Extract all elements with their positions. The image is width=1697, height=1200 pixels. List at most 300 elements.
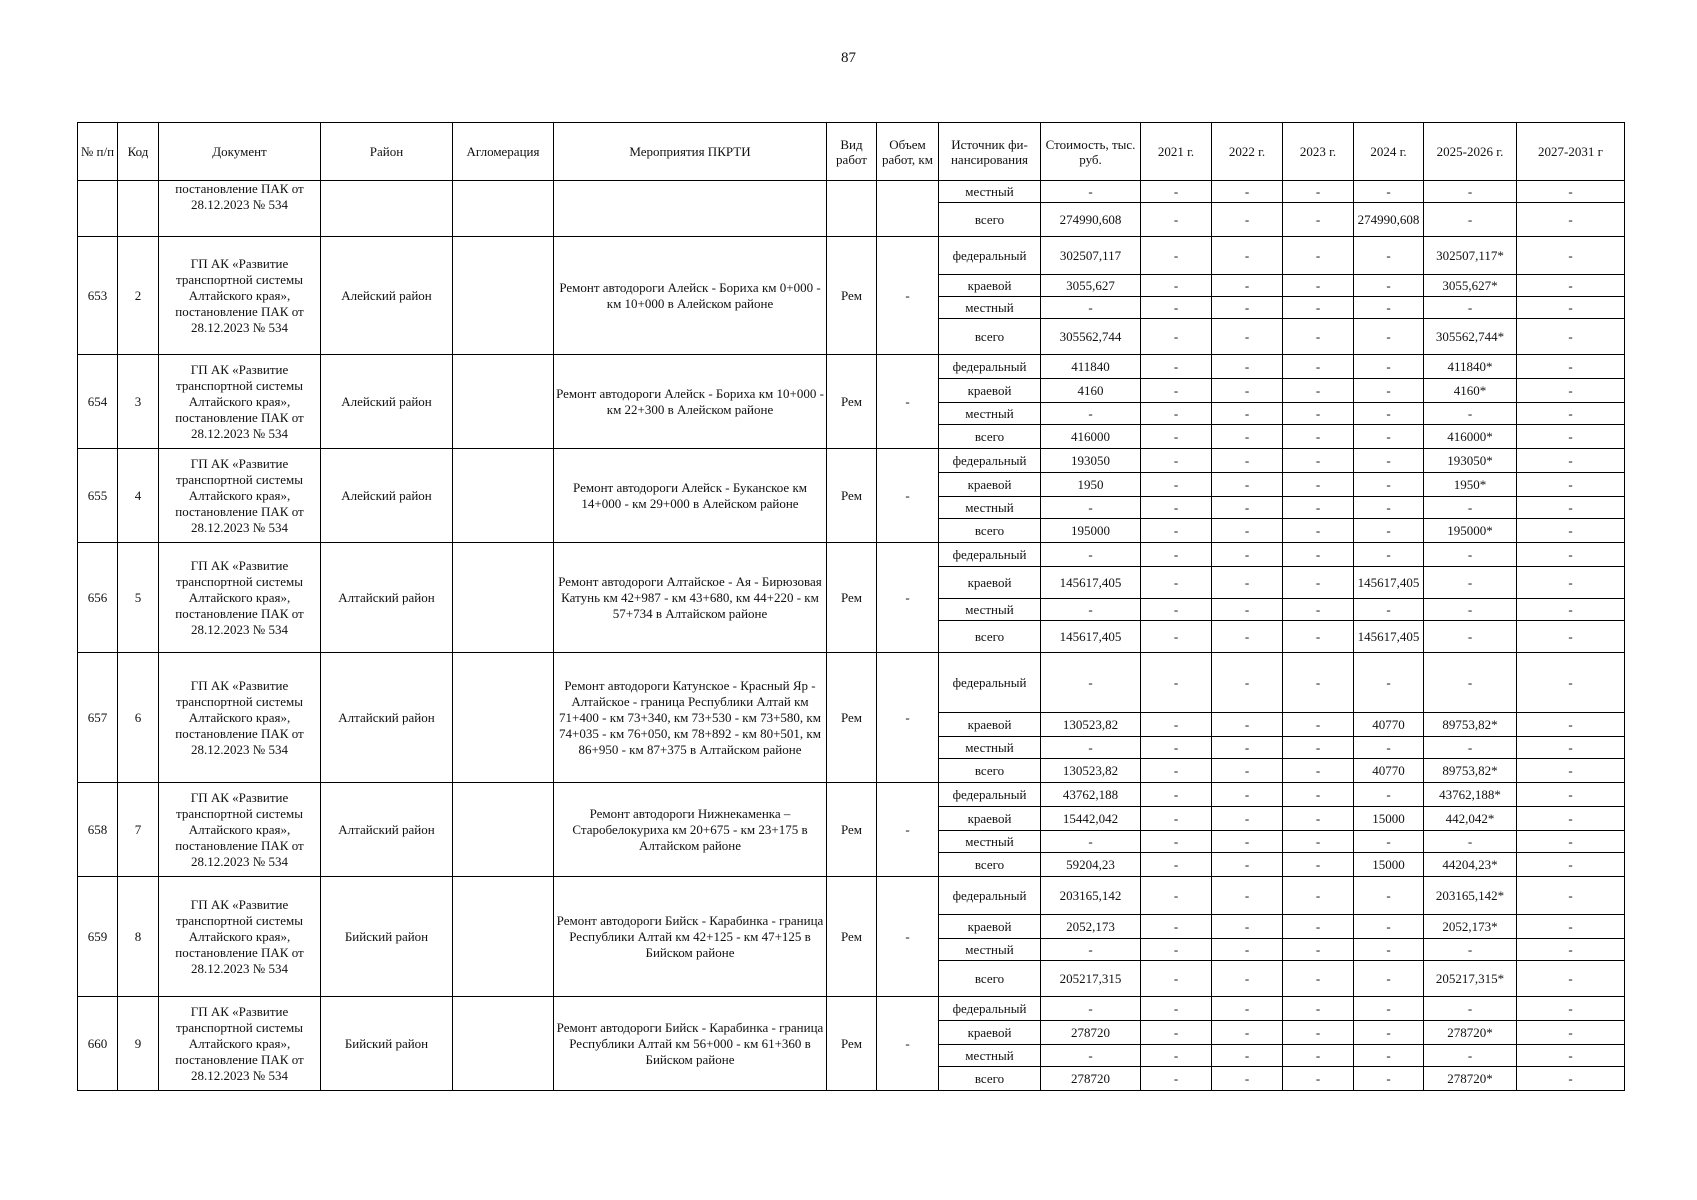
source-cell: местный [939, 403, 1041, 425]
y2023-cell: - [1283, 713, 1354, 737]
y2027-2031-cell: - [1517, 759, 1625, 783]
agglomeration-cell [453, 997, 554, 1091]
y2027-2031-cell: - [1517, 713, 1625, 737]
y2024-cell: - [1354, 915, 1424, 939]
source-cell: краевой [939, 567, 1041, 599]
source-cell: федеральный [939, 653, 1041, 713]
agglomeration-cell [453, 783, 554, 877]
y2024-cell: - [1354, 473, 1424, 497]
document-cell: ГП АК «Развитие транспортной системы Алтайского края», постановление ПАК от 28.12.2023 № 534 [159, 543, 321, 653]
y2024-cell: - [1354, 449, 1424, 473]
cost-cell: 145617,405 [1041, 621, 1141, 653]
y2023-cell: - [1283, 319, 1354, 355]
y2022-cell: - [1212, 807, 1283, 831]
y2023-cell: - [1283, 237, 1354, 275]
y2025-2026-cell: 3055,627* [1424, 275, 1517, 297]
source-cell: федеральный [939, 543, 1041, 567]
cost-cell: - [1041, 1045, 1141, 1067]
y2025-2026-cell: 1950* [1424, 473, 1517, 497]
y2021-cell: - [1141, 567, 1212, 599]
y2025-2026-cell: - [1424, 737, 1517, 759]
y2024-cell: - [1354, 961, 1424, 997]
cost-cell: 3055,627 [1041, 275, 1141, 297]
y2025-2026-cell: 411840* [1424, 355, 1517, 379]
y2024-cell: - [1354, 997, 1424, 1021]
event-cell: Ремонт автодороги Бийск - Карабинка - граница Республики Алтай км 56+000 - км 61+360 в Бийском районе [554, 997, 827, 1091]
source-cell: федеральный [939, 355, 1041, 379]
y2021-cell: - [1141, 621, 1212, 653]
table-row [78, 355, 1625, 379]
y2024-cell: - [1354, 497, 1424, 519]
source-cell: федеральный [939, 783, 1041, 807]
y2027-2031-cell: - [1517, 319, 1625, 355]
table-row [78, 877, 1625, 915]
y2024-cell: - [1354, 297, 1424, 319]
y2022-cell: - [1212, 621, 1283, 653]
cost-cell: - [1041, 543, 1141, 567]
event-cell: Ремонт автодороги Алейск - Бориха км 10+000 - км 22+300 в Алейском районе [554, 355, 827, 449]
y2027-2031-cell: - [1517, 567, 1625, 599]
y2025-2026-cell: - [1424, 181, 1517, 203]
y2024-cell: - [1354, 877, 1424, 915]
y2021-cell: - [1141, 737, 1212, 759]
cost-cell: 205217,315 [1041, 961, 1141, 997]
source-cell: всего [939, 1067, 1041, 1091]
y2025-2026-cell: 305562,744* [1424, 319, 1517, 355]
source-cell: всего [939, 853, 1041, 877]
cost-cell: - [1041, 599, 1141, 621]
y2021-cell: - [1141, 997, 1212, 1021]
y2023-cell: - [1283, 297, 1354, 319]
cost-cell: 195000 [1041, 519, 1141, 543]
y2021-cell: - [1141, 877, 1212, 915]
document-cell: ГП АК «Развитие транспортной системы Алтайского края», постановление ПАК от 28.12.2023 № 534 [159, 997, 321, 1091]
num-cell: 655 [78, 449, 118, 543]
y2021-cell: - [1141, 807, 1212, 831]
num-cell: 653 [78, 237, 118, 355]
cost-cell: 203165,142 [1041, 877, 1141, 915]
y2027-2031-cell: - [1517, 939, 1625, 961]
y2027-2031-cell: - [1517, 473, 1625, 497]
y2022-cell: - [1212, 403, 1283, 425]
y2022-cell: - [1212, 355, 1283, 379]
y2025-2026-cell: - [1424, 939, 1517, 961]
y2023-cell: - [1283, 915, 1354, 939]
header-num: № п/п [78, 123, 118, 181]
y2023-cell: - [1283, 877, 1354, 915]
cost-cell: 278720 [1041, 1021, 1141, 1045]
cost-cell: - [1041, 831, 1141, 853]
source-cell: местный [939, 737, 1041, 759]
y2027-2031-cell: - [1517, 737, 1625, 759]
agglomeration-cell [453, 181, 554, 237]
y2021-cell: - [1141, 403, 1212, 425]
work-type-cell: Рем [827, 237, 877, 355]
y2027-2031-cell: - [1517, 831, 1625, 853]
y2027-2031-cell: - [1517, 297, 1625, 319]
y2027-2031-cell: - [1517, 621, 1625, 653]
cost-cell: 2052,173 [1041, 915, 1141, 939]
y2027-2031-cell: - [1517, 181, 1625, 203]
cost-cell: - [1041, 297, 1141, 319]
y2022-cell: - [1212, 853, 1283, 877]
volume-cell [877, 181, 939, 237]
y2021-cell: - [1141, 543, 1212, 567]
work-type-cell: Рем [827, 783, 877, 877]
event-cell: Ремонт автодороги Катунское - Красный Яр - Алтайское - граница Республики Алтай км 71+400 - км 73+340, км 73+530 - км 73+580, км 74+035 - км 76+050, км 78+892 - км 80+501, км 86+950 - км 87+375 в Алтайском районе [554, 653, 827, 783]
y2024-cell: - [1354, 519, 1424, 543]
y2027-2031-cell: - [1517, 877, 1625, 915]
cost-cell: 43762,188 [1041, 783, 1141, 807]
source-cell: местный [939, 181, 1041, 203]
cost-cell: 302507,117 [1041, 237, 1141, 275]
y2027-2031-cell: - [1517, 653, 1625, 713]
source-cell: федеральный [939, 877, 1041, 915]
y2025-2026-cell: - [1424, 203, 1517, 237]
y2021-cell: - [1141, 961, 1212, 997]
cost-cell: 305562,744 [1041, 319, 1141, 355]
y2022-cell: - [1212, 297, 1283, 319]
y2021-cell: - [1141, 473, 1212, 497]
y2022-cell: - [1212, 1045, 1283, 1067]
y2023-cell: - [1283, 497, 1354, 519]
y2023-cell: - [1283, 1021, 1354, 1045]
cost-cell: 278720 [1041, 1067, 1141, 1091]
source-cell: всего [939, 621, 1041, 653]
y2021-cell: - [1141, 939, 1212, 961]
y2025-2026-cell: 193050* [1424, 449, 1517, 473]
y2024-cell: - [1354, 831, 1424, 853]
work-type-cell: Рем [827, 877, 877, 997]
y2025-2026-cell: 416000* [1424, 425, 1517, 449]
y2023-cell: - [1283, 961, 1354, 997]
source-cell: всего [939, 425, 1041, 449]
source-cell: краевой [939, 915, 1041, 939]
source-cell: всего [939, 519, 1041, 543]
header-cost: Стоимость, тыс. руб. [1041, 123, 1141, 181]
y2021-cell: - [1141, 519, 1212, 543]
y2024-cell: - [1354, 379, 1424, 403]
y2025-2026-cell: - [1424, 599, 1517, 621]
y2023-cell: - [1283, 425, 1354, 449]
code-cell: 4 [118, 449, 159, 543]
y2025-2026-cell: 203165,142* [1424, 877, 1517, 915]
y2027-2031-cell: - [1517, 543, 1625, 567]
y2021-cell: - [1141, 181, 1212, 203]
document-cell: ГП АК «Развитие транспортной системы Алтайского края», постановление ПАК от 28.12.2023 № 534 [159, 449, 321, 543]
header-document: Документ [159, 123, 321, 181]
y2023-cell: - [1283, 567, 1354, 599]
y2022-cell: - [1212, 713, 1283, 737]
header-2025-2026: 2025-2026 г. [1424, 123, 1517, 181]
header-source: Источник фи-нансирования [939, 123, 1041, 181]
y2022-cell: - [1212, 379, 1283, 403]
cost-cell: 1950 [1041, 473, 1141, 497]
agglomeration-cell [453, 449, 554, 543]
district-cell: Алтайский район [321, 653, 453, 783]
y2022-cell: - [1212, 237, 1283, 275]
y2025-2026-cell: - [1424, 621, 1517, 653]
y2022-cell: - [1212, 759, 1283, 783]
y2027-2031-cell: - [1517, 203, 1625, 237]
code-cell: 8 [118, 877, 159, 997]
header-agglomeration: Агломерация [453, 123, 554, 181]
y2025-2026-cell: 89753,82* [1424, 713, 1517, 737]
y2027-2031-cell: - [1517, 379, 1625, 403]
code-cell: 9 [118, 997, 159, 1091]
district-cell: Алтайский район [321, 783, 453, 877]
document-cell: ГП АК «Развитие транспортной системы Алтайского края», постановление ПАК от 28.12.2023 № 534 [159, 653, 321, 783]
cost-cell: - [1041, 181, 1141, 203]
y2025-2026-cell: 278720* [1424, 1021, 1517, 1045]
code-cell: 3 [118, 355, 159, 449]
y2024-cell: - [1354, 599, 1424, 621]
y2025-2026-cell: - [1424, 653, 1517, 713]
document-cell: ГП АК «Развитие транспортной системы Алтайского края», постановление ПАК от 28.12.2023 № 534 [159, 237, 321, 355]
y2021-cell: - [1141, 319, 1212, 355]
agglomeration-cell [453, 877, 554, 997]
y2023-cell: - [1283, 997, 1354, 1021]
y2024-cell: - [1354, 319, 1424, 355]
road-repair-table [77, 122, 1625, 1091]
y2021-cell: - [1141, 783, 1212, 807]
cost-cell: - [1041, 653, 1141, 713]
num-cell: 654 [78, 355, 118, 449]
code-cell: 5 [118, 543, 159, 653]
y2027-2031-cell: - [1517, 237, 1625, 275]
y2024-cell: - [1354, 783, 1424, 807]
agglomeration-cell [453, 355, 554, 449]
y2021-cell: - [1141, 1067, 1212, 1091]
header-2022: 2022 г. [1212, 123, 1283, 181]
source-cell: местный [939, 1045, 1041, 1067]
y2027-2031-cell: - [1517, 961, 1625, 997]
header-row [78, 123, 1625, 181]
document-cell: ГП АК «Развитие транспортной системы Алтайского края», постановление ПАК от 28.12.2023 № 534 [159, 355, 321, 449]
y2024-cell: 15000 [1354, 853, 1424, 877]
y2023-cell: - [1283, 1067, 1354, 1091]
y2024-cell: - [1354, 237, 1424, 275]
y2027-2031-cell: - [1517, 449, 1625, 473]
y2027-2031-cell: - [1517, 275, 1625, 297]
y2025-2026-cell: 205217,315* [1424, 961, 1517, 997]
table-row [78, 997, 1625, 1021]
y2025-2026-cell: 302507,117* [1424, 237, 1517, 275]
cost-cell: 274990,608 [1041, 203, 1141, 237]
y2024-cell: 274990,608 [1354, 203, 1424, 237]
district-cell [321, 181, 453, 237]
y2022-cell: - [1212, 425, 1283, 449]
source-cell: федеральный [939, 237, 1041, 275]
cost-cell: 145617,405 [1041, 567, 1141, 599]
y2024-cell: - [1354, 181, 1424, 203]
cost-cell: - [1041, 497, 1141, 519]
y2022-cell: - [1212, 543, 1283, 567]
y2024-cell: - [1354, 653, 1424, 713]
y2022-cell: - [1212, 961, 1283, 997]
y2021-cell: - [1141, 1021, 1212, 1045]
cost-cell: 15442,042 [1041, 807, 1141, 831]
y2024-cell: - [1354, 543, 1424, 567]
y2022-cell: - [1212, 783, 1283, 807]
work-type-cell: Рем [827, 449, 877, 543]
source-cell: местный [939, 831, 1041, 853]
y2024-cell: - [1354, 403, 1424, 425]
y2022-cell: - [1212, 599, 1283, 621]
cost-cell: 130523,82 [1041, 713, 1141, 737]
district-cell: Алейский район [321, 449, 453, 543]
source-cell: краевой [939, 1021, 1041, 1045]
y2025-2026-cell: 89753,82* [1424, 759, 1517, 783]
num-cell [78, 181, 118, 237]
y2023-cell: - [1283, 599, 1354, 621]
y2023-cell: - [1283, 831, 1354, 853]
code-cell: 6 [118, 653, 159, 783]
y2025-2026-cell: 442,042* [1424, 807, 1517, 831]
y2027-2031-cell: - [1517, 1021, 1625, 1045]
source-cell: краевой [939, 713, 1041, 737]
volume-cell: - [877, 355, 939, 449]
volume-cell: - [877, 783, 939, 877]
source-cell: краевой [939, 807, 1041, 831]
y2027-2031-cell: - [1517, 997, 1625, 1021]
y2022-cell: - [1212, 997, 1283, 1021]
y2025-2026-cell: 195000* [1424, 519, 1517, 543]
document-cell: постановление ПАК от 28.12.2023 № 534 [159, 181, 321, 237]
code-cell [118, 181, 159, 237]
y2027-2031-cell: - [1517, 853, 1625, 877]
y2021-cell: - [1141, 759, 1212, 783]
y2027-2031-cell: - [1517, 1067, 1625, 1091]
y2022-cell: - [1212, 319, 1283, 355]
y2023-cell: - [1283, 181, 1354, 203]
volume-cell: - [877, 543, 939, 653]
y2021-cell: - [1141, 713, 1212, 737]
work-type-cell [827, 181, 877, 237]
district-cell: Бийский район [321, 997, 453, 1091]
y2025-2026-cell: - [1424, 403, 1517, 425]
y2024-cell: 40770 [1354, 713, 1424, 737]
y2023-cell: - [1283, 1045, 1354, 1067]
volume-cell: - [877, 653, 939, 783]
header-work-type: Вид работ [827, 123, 877, 181]
y2024-cell: - [1354, 737, 1424, 759]
table-row [78, 543, 1625, 567]
y2025-2026-cell: - [1424, 497, 1517, 519]
event-cell: Ремонт автодороги Нижнекаменка – Старобелокуриха км 20+675 - км 23+175 в Алтайском районе [554, 783, 827, 877]
district-cell: Алейский район [321, 355, 453, 449]
header-2021: 2021 г. [1141, 123, 1212, 181]
y2021-cell: - [1141, 297, 1212, 319]
agglomeration-cell [453, 653, 554, 783]
y2023-cell: - [1283, 449, 1354, 473]
y2022-cell: - [1212, 877, 1283, 915]
y2023-cell: - [1283, 473, 1354, 497]
y2022-cell: - [1212, 275, 1283, 297]
num-cell: 656 [78, 543, 118, 653]
source-cell: местный [939, 939, 1041, 961]
y2021-cell: - [1141, 831, 1212, 853]
y2024-cell: - [1354, 1045, 1424, 1067]
event-cell: Ремонт автодороги Алтайское - Ая - Бирюзовая Катунь км 42+987 - км 43+680, км 44+220 - км 57+734 в Алтайском районе [554, 543, 827, 653]
source-cell: федеральный [939, 997, 1041, 1021]
header-2024: 2024 г. [1354, 123, 1424, 181]
work-type-cell: Рем [827, 543, 877, 653]
y2027-2031-cell: - [1517, 915, 1625, 939]
y2023-cell: - [1283, 853, 1354, 877]
continuation-row [78, 181, 1625, 203]
y2023-cell: - [1283, 653, 1354, 713]
y2027-2031-cell: - [1517, 497, 1625, 519]
header-2027-2031: 2027-2031 г [1517, 123, 1625, 181]
y2024-cell: 145617,405 [1354, 621, 1424, 653]
y2021-cell: - [1141, 379, 1212, 403]
y2023-cell: - [1283, 379, 1354, 403]
header-event: Мероприятия ПКРТИ [554, 123, 827, 181]
event-cell [554, 181, 827, 237]
y2025-2026-cell: 44204,23* [1424, 853, 1517, 877]
source-cell: краевой [939, 275, 1041, 297]
source-cell: краевой [939, 473, 1041, 497]
y2021-cell: - [1141, 915, 1212, 939]
header-district: Район [321, 123, 453, 181]
y2023-cell: - [1283, 621, 1354, 653]
agglomeration-cell [453, 543, 554, 653]
y2021-cell: - [1141, 355, 1212, 379]
y2027-2031-cell: - [1517, 1045, 1625, 1067]
y2022-cell: - [1212, 1021, 1283, 1045]
cost-cell: 59204,23 [1041, 853, 1141, 877]
cost-cell: 416000 [1041, 425, 1141, 449]
y2023-cell: - [1283, 939, 1354, 961]
y2021-cell: - [1141, 497, 1212, 519]
y2022-cell: - [1212, 737, 1283, 759]
num-cell: 659 [78, 877, 118, 997]
cost-cell: - [1041, 403, 1141, 425]
y2022-cell: - [1212, 567, 1283, 599]
table-row [78, 237, 1625, 275]
cost-cell: - [1041, 939, 1141, 961]
source-cell: всего [939, 961, 1041, 997]
y2021-cell: - [1141, 275, 1212, 297]
y2027-2031-cell: - [1517, 807, 1625, 831]
num-cell: 660 [78, 997, 118, 1091]
y2027-2031-cell: - [1517, 783, 1625, 807]
y2027-2031-cell: - [1517, 403, 1625, 425]
y2022-cell: - [1212, 519, 1283, 543]
y2022-cell: - [1212, 181, 1283, 203]
num-cell: 657 [78, 653, 118, 783]
y2024-cell: - [1354, 275, 1424, 297]
district-cell: Алтайский район [321, 543, 453, 653]
table-row [78, 449, 1625, 473]
source-cell: местный [939, 297, 1041, 319]
y2022-cell: - [1212, 939, 1283, 961]
table-row [78, 653, 1625, 713]
y2022-cell: - [1212, 473, 1283, 497]
work-type-cell: Рем [827, 355, 877, 449]
y2025-2026-cell: - [1424, 543, 1517, 567]
y2024-cell: 145617,405 [1354, 567, 1424, 599]
y2027-2031-cell: - [1517, 425, 1625, 449]
y2025-2026-cell: - [1424, 297, 1517, 319]
header-volume: Объем работ, км [877, 123, 939, 181]
y2025-2026-cell: - [1424, 567, 1517, 599]
y2025-2026-cell: - [1424, 1045, 1517, 1067]
y2023-cell: - [1283, 355, 1354, 379]
source-cell: всего [939, 759, 1041, 783]
event-cell: Ремонт автодороги Бийск - Карабинка - граница Республики Алтай км 42+125 - км 47+125 в Бийском районе [554, 877, 827, 997]
